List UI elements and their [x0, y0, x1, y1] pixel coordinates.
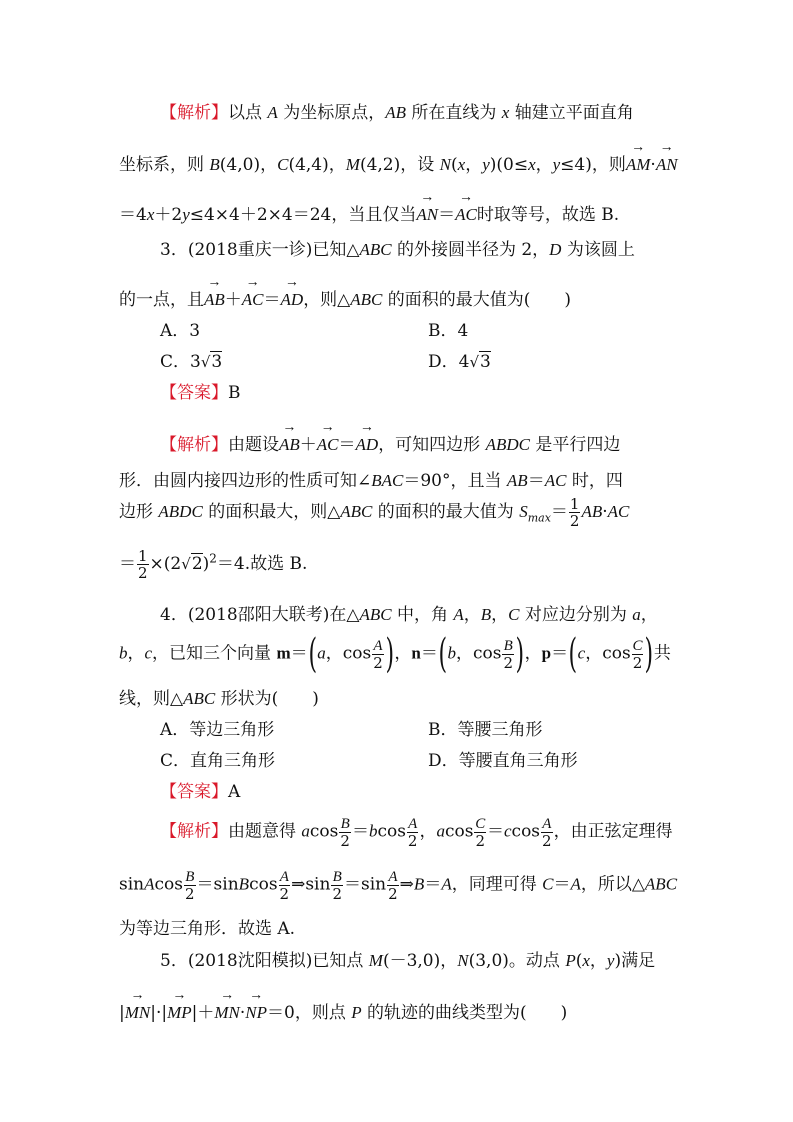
- answer-label: 【答案】: [160, 383, 228, 403]
- question-4-line-1: 4．(2018邵阳大联考)在△ABC 中，角 A，B，C 对应边分别为 a，: [160, 605, 658, 625]
- question-5-line-2: |→ MN|·|→ MP|＋→ MN·→ NP＝0，则点 P 的轨迹的曲线类型为( ): [119, 998, 567, 1023]
- question-3-line-1: 3．(2018重庆一诊)已知△ABC 的外接圆半径为 2，D 为该圆上: [160, 240, 635, 260]
- q4-option-a: [160, 715, 274, 740]
- analysis-label: 【解析】: [160, 435, 228, 455]
- jiexi3-line-1: 【解析】由题意得 acos $\frac{B}{2}$ ＝bcos $\frac{A}{2}$ ，acos $\frac{C}{2}$ ＝ccos $\frac{A}{2}$ ，由正弦定理得: [160, 816, 673, 850]
- question-4-number: 4．(2018邵阳大联考): [160, 605, 330, 625]
- q3-option-a-text: A．3: [160, 321, 201, 341]
- answer-value: A: [228, 782, 241, 802]
- q4-option-b-text: B．等腰三角形: [428, 720, 543, 740]
- jiexi-line-3: ＝4x＋2y≤4×4＋2×4＝24，当且仅当→ AN＝→ AC时取等号，故选 B.: [119, 200, 619, 225]
- q4-option-d: [428, 746, 578, 771]
- q4-option-a-text: A．等边三角形: [160, 720, 275, 740]
- jiexi3-line-2: sinAcos $\frac{B}{2}$ ＝sinBcos $\frac{A}{2}$ ⇒sin $\frac{B}{2}$ ＝sin $\frac{A}{2}$ ⇒B＝A，同理可得 C＝A，所以△ABC: [119, 869, 678, 903]
- answer-value: B: [228, 383, 241, 403]
- q4-option-d-text: D．等腰直角三角形: [428, 751, 578, 771]
- q3-answer: [160, 378, 241, 403]
- jiexi2-line-4: ＝ $\frac{1}{2}$ $\times(2√2)^2=4$.故选 B.: [119, 547, 308, 582]
- question-4-line-2: b，c，已知三个向量 m＝(a，cos $\frac{A}{2}$ )，n＝(b，cos $\frac{B}{2}$ )，p＝(c，cos $\frac{C}{2}$ )共: [119, 631, 671, 677]
- question-3-number: 3．(2018重庆一诊): [160, 240, 313, 260]
- q3-option-c-text: C．3: [160, 352, 201, 372]
- question-4-line-3: 线，则△ABC 形状为( ): [119, 689, 319, 709]
- jiexi2-line-2: 形．由圆内接四边形的性质可知∠BAC＝90°，且当 AB＝AC 时，四: [119, 471, 623, 491]
- q3-option-a: [160, 316, 200, 341]
- q4-option-b: [428, 715, 543, 740]
- q4-option-c-text: C．直角三角形: [160, 751, 276, 771]
- question-3-line-2: 的一点，且→ AB＋→ AC＝→ AD，则△ABC 的面积的最大值为( ): [119, 285, 571, 310]
- jiexi3-line-3: 为等边三角形．故选 A.: [119, 919, 296, 939]
- q3-option-b: [428, 316, 468, 341]
- analysis-label: 【解析】: [160, 103, 228, 123]
- q4-option-c: [160, 746, 275, 771]
- q3-option-b-text: B．4: [428, 321, 469, 341]
- q3-option-d: D．4√3: [428, 352, 491, 372]
- q4-answer: [160, 777, 240, 802]
- answer-label: 【答案】: [160, 782, 228, 802]
- jiexi-line-2: 坐标系，则 B(4,0)，C(4,4)，M(4,2)，设 N(x，y)(0≤x，y≤4)，则→ AM·→ AN: [119, 150, 678, 175]
- q3-option-c: C．3√3: [160, 352, 223, 372]
- jiexi2-line-3: 边形 ABDC 的面积最大，则△ABC 的面积的最大值为 $S_{max}=$ $\frac{1}{2}$ AB·AC: [119, 495, 630, 530]
- question-5-number: 5．(2018沈阳模拟): [160, 951, 313, 971]
- jiexi-line-1: 【解析】以点 A 为坐标原点，AB 所在直线为 x 轴建立平面直角: [160, 103, 634, 123]
- question-5-line-1: 5．(2018沈阳模拟)已知点 M(－3,0)，N(3,0)。动点 P(x，y)满足: [160, 951, 656, 971]
- analysis-label: 【解析】: [160, 821, 228, 842]
- jiexi2-line-1: 【解析】由题设→ AB＋→ AC＝→ AD，可知四边形 ABDC 是平行四边: [160, 430, 620, 455]
- q3-option-d-text: D．4: [428, 352, 470, 372]
